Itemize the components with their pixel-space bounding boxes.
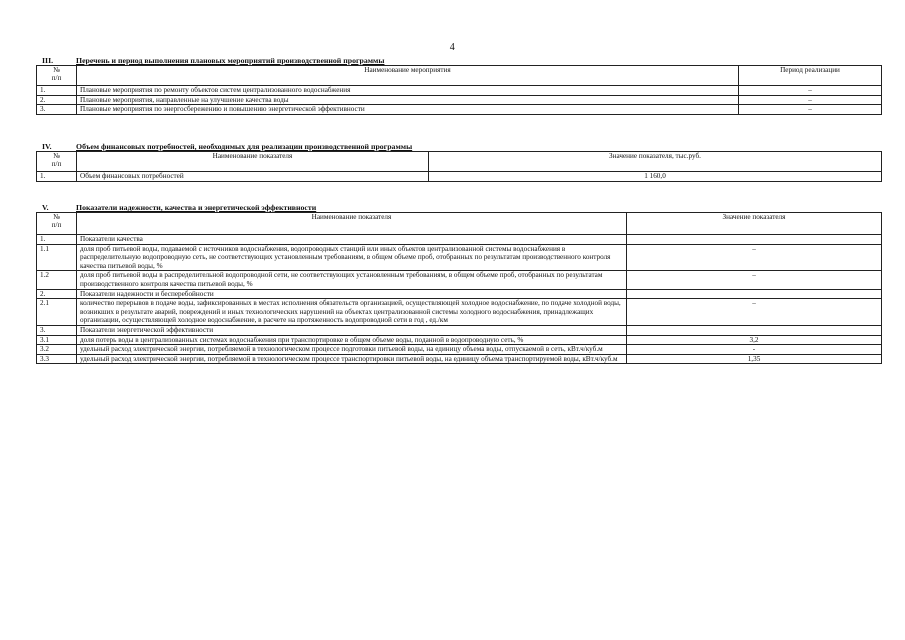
row-value [627, 235, 882, 245]
section-5 [36, 203, 881, 364]
row-value: – [627, 271, 882, 289]
table-row [37, 244, 882, 271]
row-number: 2. [37, 95, 77, 105]
row-name: Плановые мероприятия по энергосбережению и повышению энергетической эффективности [77, 105, 739, 115]
table-row [37, 289, 882, 299]
table-row [37, 354, 882, 364]
section-3-number: III. [42, 56, 54, 65]
section-3-title: Перечень и период выполнения плановых мероприятий производственной программы [76, 56, 385, 65]
row-value [627, 289, 882, 299]
section-4-title: Объем финансовых потребностей, необходимых для реализации производственной программы [76, 142, 413, 151]
col-header-number: № п/п [37, 213, 77, 235]
row-number: 3.2 [37, 345, 77, 355]
row-number: 1.2 [37, 271, 77, 289]
row-value: 1 160,0 [429, 172, 882, 182]
row-number: 3.3 [37, 354, 77, 364]
row-number: 3. [37, 105, 77, 115]
table-header-row [37, 66, 882, 86]
section-4 [36, 142, 881, 182]
row-period: – [739, 105, 882, 115]
page-number: 4 [449, 42, 456, 53]
col-header-name: Наименование показателя [77, 152, 429, 172]
row-period: – [739, 95, 882, 105]
section-3 [36, 56, 881, 115]
row-name: удельный расход электрической энергии, потребляемой в технологическом процессе подготовки питьевой воды, на единицу объема воды, отпускаемой в сеть, кВт.ч/куб.м [77, 345, 627, 355]
row-name: Показатели энергетической эффективности [77, 325, 627, 335]
col-header-number: № п/п [37, 152, 77, 172]
row-number: 2.1 [37, 299, 77, 326]
row-period: – [739, 86, 882, 96]
table-row [37, 299, 882, 326]
section-4-heading [36, 142, 881, 151]
row-number: 3. [37, 325, 77, 335]
section-5-number: V. [42, 203, 49, 212]
row-name: Плановые мероприятия, направленные на улучшение качества воды [77, 95, 739, 105]
table-row [37, 325, 882, 335]
table-row [37, 86, 882, 96]
col-header-value: Значение показателя, тыс.руб. [429, 152, 882, 172]
row-name: доля проб питьевой воды, подаваемой с источников водоснабжения, водопроводных станций или иных объектов централизованной системы водоснабжения в распределительную водопроводную сеть, не соответствующих установленным требованиям, в общем объеме проб, отобранных по результатам производственного контроля качества питьевой воды, % [77, 244, 627, 271]
col-header-value: Значение показателя [627, 213, 882, 235]
col-header-name: Наименование мероприятия [77, 66, 739, 86]
row-number: 1. [37, 172, 77, 182]
section-5-table [36, 212, 882, 364]
row-number: 1. [37, 86, 77, 96]
row-name: удельный расход электрической энергии, потребляемой в технологическом процессе транспортировки питьевой воды, на единицу объема транспортируемой воды, кВт.ч/куб.м [77, 354, 627, 364]
row-name: Показатели надежности и бесперебойности [77, 289, 627, 299]
col-header-period: Период реализации [739, 66, 882, 86]
row-value: 3,2 [627, 335, 882, 345]
row-name: доля потерь воды в централизованных системах водоснабжения при транспортировке в общем объеме воды, поданной в водопроводную сеть, % [77, 335, 627, 345]
row-number: 2. [37, 289, 77, 299]
row-value: – [627, 299, 882, 326]
row-value [627, 325, 882, 335]
table-row [37, 335, 882, 345]
table-row [37, 271, 882, 289]
row-value: – [627, 244, 882, 271]
table-row [37, 345, 882, 355]
row-number: 1.1 [37, 244, 77, 271]
table-row [37, 235, 882, 245]
row-number: 3.1 [37, 335, 77, 345]
section-3-table [36, 65, 882, 115]
table-row [37, 172, 882, 182]
row-number: 1. [37, 235, 77, 245]
col-header-number: № п/п [37, 66, 77, 86]
section-3-heading [36, 56, 881, 65]
section-4-number: IV. [42, 142, 52, 151]
table-header-row [37, 213, 882, 235]
section-5-title: Показатели надежности, качества и энергетической эффективности [76, 203, 317, 212]
section-5-heading [36, 203, 881, 212]
table-header-row [37, 152, 882, 172]
row-value: - [627, 345, 882, 355]
row-name: количество перерывов в подаче воды, зафиксированных в местах исполнения обязательств организацией, осуществляющей холодное водоснабжение, по подаче холодной воды, возникших в результате аварий, повреждений и иных технологических нарушений на объектах централизованной системы холодного водоснабжения, принадлежащих организации, осуществляющей холодное водоснабжение, в расчете на протяженность водопроводной сети в год , ед./км [77, 299, 627, 326]
row-name: доля проб питьевой воды в распределительной водопроводной сети, не соответствующих установленным требованиям, в общем объеме проб, отобранных по результатам производственного контроля качества питьевой воды, % [77, 271, 627, 289]
row-name: Показатели качества [77, 235, 627, 245]
col-header-name: Наименование показателя [77, 213, 627, 235]
row-name: Плановые мероприятия по ремонту объектов систем централизованного водоснабжения [77, 86, 739, 96]
row-value: 1,35 [627, 354, 882, 364]
table-row [37, 95, 882, 105]
section-4-table [36, 151, 882, 182]
table-row [37, 105, 882, 115]
row-name: Объем финансовых потребностей [77, 172, 429, 182]
